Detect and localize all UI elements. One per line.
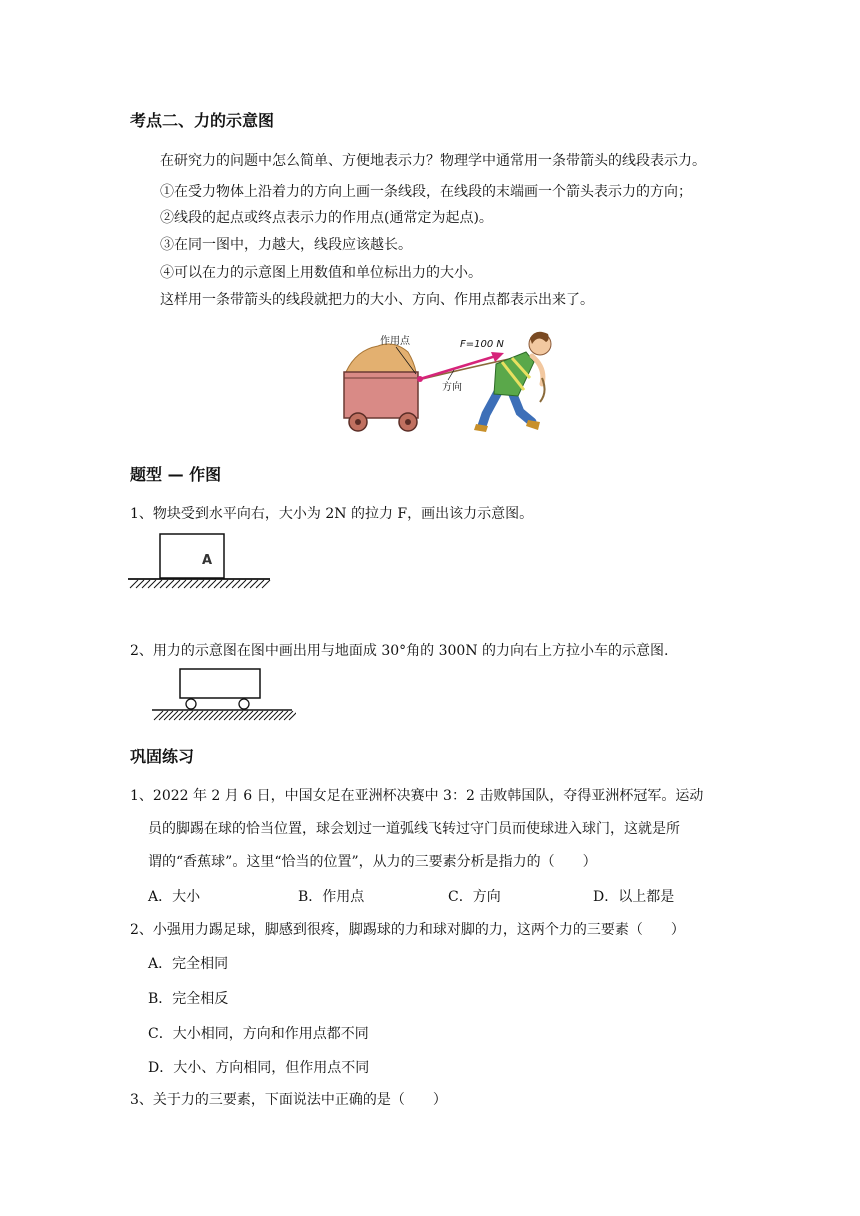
direction-label: 方向 <box>442 382 462 393</box>
point-label: 作用点 <box>380 336 410 347</box>
block-label: A <box>202 553 213 568</box>
intro-line: ①在受力物体上沿着力的方向上画一条线段，在线段的末端画一个箭头表示力的方向； <box>160 184 692 200</box>
intro-line: ③在同一图中，力越大，线段应该越长。 <box>160 237 412 253</box>
option-c[interactable]: C．方向 <box>448 889 501 905</box>
option-b[interactable]: B．完全相反 <box>148 991 229 1007</box>
ground-hatching <box>154 711 296 720</box>
option-d[interactable]: D．以上都是 <box>593 889 675 905</box>
cart-box <box>180 669 260 698</box>
intro-line: 这样用一条带箭头的线段就把力的大小、方向、作用点都表示出来了。 <box>160 292 594 308</box>
ground-hatching <box>130 580 270 588</box>
question-type-title: 题型 — 作图 <box>130 465 222 484</box>
force-arrow <box>420 356 496 379</box>
section-title: 考点二、力的示意图 <box>130 111 275 130</box>
intro-line: ②线段的起点或终点表示力的作用点(通常定为起点)。 <box>160 210 493 226</box>
practice-q1-line: 谓的“香蕉球”。这里“恰当的位置”，从力的三要素分析是指力的（ ） <box>148 854 597 870</box>
intro-line: 在研究力的问题中怎么简单、方便地表示力？物理学中通常用一条带箭头的线段表示力。 <box>160 153 706 169</box>
drawing-question-1: 1、物块受到水平向右，大小为 2N 的拉力 F，画出该力示意图。 <box>130 506 534 522</box>
option-a[interactable]: A．大小 <box>148 889 201 905</box>
cart-wheel <box>239 699 249 709</box>
block-on-ground-figure <box>128 532 273 590</box>
cart-on-ground-figure <box>150 666 296 724</box>
option-b[interactable]: B．作用点 <box>298 889 365 905</box>
practice-q3: 3、关于力的三要素，下面说法中正确的是（ ） <box>130 1092 447 1108</box>
drawing-question-2: 2、用力的示意图在图中画出用与地面成 30°角的 300N 的力向右上方拉小车的示意图. <box>130 643 669 659</box>
pulling-cart-illustration <box>336 322 568 436</box>
block-a <box>160 534 224 578</box>
force-application-point <box>417 376 423 382</box>
practice-title: 巩固练习 <box>130 747 195 766</box>
option-a[interactable]: A．完全相同 <box>148 956 229 972</box>
option-d[interactable]: D．大小、方向相同，但作用点不同 <box>148 1060 370 1076</box>
sand-pile <box>346 344 416 372</box>
practice-q1-line: 员的脚踢在球的恰当位置，球会划过一道弧线飞转过守门员而使球进入球门，这就是所 <box>148 821 680 837</box>
cart-wheel <box>186 699 196 709</box>
cart-body <box>344 372 418 418</box>
practice-q2: 2、小强用力踢足球，脚感到很疼，脚踢球的力和球对脚的力，这两个力的三要素（ ） <box>130 922 685 938</box>
intro-line: ④可以在力的示意图上用数值和单位标出力的大小。 <box>160 265 482 281</box>
option-c[interactable]: C．大小相同，方向和作用点都不同 <box>148 1026 369 1042</box>
practice-q1-line: 1、2022 年 2 月 6 日，中国女足在亚洲杯决赛中 3：2 击败韩国队，夺得亚洲杯冠军。运动 <box>130 788 704 804</box>
force-label: F=100 N <box>460 339 504 350</box>
